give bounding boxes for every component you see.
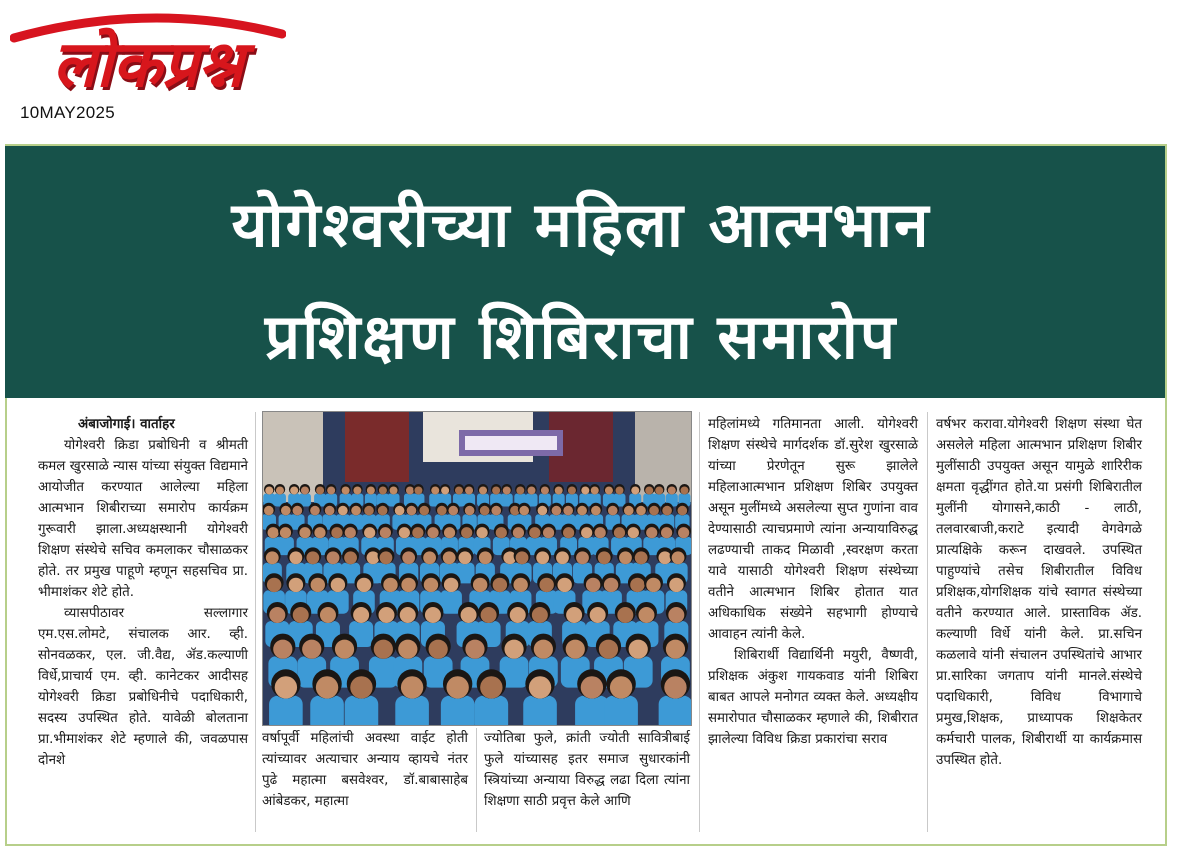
student-face [425,607,441,623]
student-face [444,527,455,538]
student-face [595,527,606,538]
student-face [273,640,292,659]
student-face [364,527,375,538]
student-uniform [475,696,509,726]
student-face [446,676,468,698]
student-face [566,607,582,623]
student-face [331,527,342,538]
student-face [406,487,414,495]
student-face [552,506,562,516]
student-face [345,527,356,538]
student-face [493,578,507,592]
dateline: अंबाजोगाई। वार्ताहर [78,417,175,432]
student-face [350,676,372,698]
student-face [529,676,551,698]
student-face [636,506,646,516]
student-face [619,551,632,564]
student-face [541,487,549,495]
student-face [407,506,417,516]
student-face [351,506,361,516]
student-face [293,506,303,516]
student-face [275,676,297,698]
student-face [678,527,689,538]
student-face [513,578,527,592]
student-uniform [659,696,692,726]
student-face [268,527,279,538]
student-face [479,551,492,564]
student-face [331,578,345,592]
student-face [563,527,574,538]
headline-line-1: योगेश्वरीच्या महिला आत्मभान [231,188,931,261]
student-face [399,527,410,538]
student-face [504,640,523,659]
student-face [289,578,303,592]
student-face [378,506,388,516]
student-face [419,506,429,516]
student-face [481,607,497,623]
student-face [666,640,685,659]
student-face [577,506,587,516]
student-face [414,487,422,495]
student-face [669,578,683,592]
student-face [492,487,500,495]
paragraph: महिलांमध्ये गतिमानता आली. योगेश्वरी शिक्षण संस्थेचे मार्गदर्शक डॉ.सुरेश खुरसाळे यांच्या प्रेरणेतून सुरू झालेले महिलाआत्मभान प्रशिक्षण शिबिर उपयुक्त असून मुलींमध्ये असलेल्या सुप्त गुणांना वाव देण्यासाठी त्याचप्रमाणे त्यांना अन्यायाविरुद्ध लढण्याची ताकद मिळावी ,स्वरक्षण करता यावे यासाठी योगेश्वरी शिक्षण संस्थेच्या वतीने आत्मभान शिबिर होतात यात अधिकाधिक संख्येने सहभागी होण्याचे आवाहन त्यांनी केले. [708,417,918,642]
column-rule [255,412,256,832]
student-face [412,527,423,538]
student-face [516,487,524,495]
student-face [539,578,553,592]
student-face [301,487,309,495]
student-face [276,487,284,495]
student-face [591,487,599,495]
student-face [605,487,613,495]
student-face [678,506,688,516]
student-face [367,487,375,495]
student-face [380,551,393,564]
student-face [423,551,436,564]
student-face [443,551,456,564]
student-face [635,551,648,564]
student-face [629,640,648,659]
paragraph: व्यासपीठावर सल्लागार एम.एस.लोमटे, संचालक आर. व्ही. सोनवळकर, एल. जी.वैद्य, ॲड.कल्याणी विर्धे,प्राचार्य एम. व्ही. कानेटकर आदीसह योगेश्वरी क्रिडा प्रबोधिनीचे पदाधिकारी, सदस्य उपस्थित होते. यावेळी बोलताना प्रा.भीमाशंकर शेटे म्हणाले की, जवळपास दोनशे [38,606,248,768]
student-face [266,551,279,564]
student-face [357,578,371,592]
student-face [465,640,484,659]
student-face [645,487,653,495]
student-face [610,676,632,698]
student-face [646,578,660,592]
student-face [441,487,449,495]
student-face [479,487,487,495]
publication-date: 10MAY2025 [20,103,116,122]
student-face [614,527,625,538]
student-face [424,578,438,592]
student-face [528,487,536,495]
student-face [342,487,350,495]
student-face [617,607,633,623]
student-face [590,607,606,623]
student-face [608,506,618,516]
student-face [299,527,310,538]
student-face [395,506,405,516]
svg-text:लोकप्रश्न: लोकप्रश्न [52,28,244,100]
student-face [576,551,589,564]
student-face [581,527,592,538]
student-face [662,506,672,516]
student-face [353,607,369,623]
student-face [314,527,325,538]
student-face [555,487,563,495]
student-face [532,607,548,623]
student-uniform [345,696,379,726]
student-face [353,487,361,495]
student-face [566,640,585,659]
student-face [316,487,324,495]
student-face [344,551,357,564]
student-uniform [310,696,344,726]
student-face [599,640,618,659]
student-face [598,551,611,564]
student-face [461,607,477,623]
student-face [556,551,569,564]
paragraph: वर्षापूर्वी महिलांची अवस्था वाईट होती त्यांच्यावर अत्याचार अन्याय व्हायचे नंतर पुढे महात्मा बसवेश्वर, डॉ.बाबासाहेब आंबेडकर, महात्मा [262,731,468,809]
student-face [402,551,415,564]
student-face [267,578,281,592]
student-uniform [523,696,557,726]
student-face [581,676,603,698]
student-face [477,527,488,538]
student-face [269,607,285,623]
student-face [658,551,671,564]
student-face [480,506,490,516]
student-face [536,551,549,564]
student-face [586,578,600,592]
student-face [680,487,688,495]
student-face [672,551,685,564]
student-face [338,506,348,516]
column-rule [927,412,928,832]
student-face [638,607,654,623]
newspaper-logo [10,8,286,100]
student-face [293,607,309,623]
student-face [367,551,380,564]
student-face [455,487,463,495]
student-uniform [395,696,429,726]
student-face [538,506,548,516]
article-column-2 [262,728,468,812]
student-face [631,487,639,495]
student-face [310,506,320,516]
student-face [461,527,472,538]
student-face [264,506,274,516]
student-face [543,527,554,538]
paragraph: वर्षभर करावा.योगेश्वरी शिक्षण संस्था घेत असलेले महिला आत्मभान प्रशिक्षण शिबीर मुलींसाठी उपयुक्त असून यामुळे शारिरीक क्षमता वृद्धींगत होते.या प्रसंगी शिबिरातील मुलींनी योगासने,काठी - लाठी, तलवारबाजी,कराटे इत्यादी वेगवेगळे प्रात्यक्षिके करून दाखवले. उपस्थित पाहुण्यांचे तसेच शिबीरातील विविध प्रशिक्षक,योगशिक्षक यांचे स्वागत संस्थेच्या वतीने करण्यात आले. प्रास्ताविक ॲड. कल्याणी विर्धे यांनी केले. प्रा.सचिन कळलावे यांनी संचालन उपस्थितांचे आभार प्रा.सारिका जगताप यांनी मानले.संस्थेचे पदाधिकारी, विविध विभागाचे प्रमुख,शिक्षक, प्राध्यापक शिक्षकेतर कर्मचारी पालक, शिबीरार्थी या कार्यक्रमास उपस्थित होते. [936,417,1142,768]
paragraph: शिबिरार्थी विद्यार्थिनी मयुरी, वैष्णवी, प्रशिक्षक अंकुश गायकवाड यांनी शिबिरा बाबत आपले मनोगत व्यक्त केले. अध्यक्षीय समारोपात चौसाळकर म्हणाले की, शिबीरात झालेल्या विविध क्रिडा प्रकारांचा सराव [708,648,918,747]
student-face [401,676,423,698]
article-column-3 [484,728,690,812]
student-face [529,527,540,538]
student-face [491,506,501,516]
student-face [401,578,415,592]
student-uniform [575,696,609,726]
student-face [311,578,325,592]
student-face [398,640,417,659]
student-face [496,527,507,538]
student-face [615,487,623,495]
student-face [379,487,387,495]
column-rule [699,412,700,832]
student-face [630,578,644,592]
student-face [335,640,354,659]
paragraph: योगेश्वरी क्रिडा प्रबोधिनी व श्रीमती कमल खुरसाळे न्यास यांच्या संयुक्त विद्यमाने आयोजीत करण्यात आलेल्या महिला आत्मभान शिबीराच्या समारोप कार्यक्रम गुरूवारी झाला.अध्यक्षस्थानी योगेश्वरी शिक्षण संस्थेचे सचिव कमलाकर चौसाळकर होते. तर प्रमुख पाहूणे म्हणून सहसचिव प्रा. भीमाशंकर शेटे होते. [38,438,248,600]
student-face [325,506,335,516]
student-face [306,551,319,564]
student-face [281,506,291,516]
student-uniform [441,696,475,726]
student-face [459,551,472,564]
column-rule [476,728,477,832]
student-face [429,640,448,659]
student-face [302,640,321,659]
student-face [383,578,397,592]
student-face [513,527,524,538]
student-uniform [269,696,303,726]
student-face [557,578,571,592]
student-face [400,607,416,623]
student-face [444,578,458,592]
student-uniform [604,696,638,726]
headline-line-2: प्रशिक्षण शिबिराचा समारोप [264,300,898,373]
student-face [503,487,511,495]
student-face [604,578,618,592]
student-face [519,506,529,516]
student-face [465,506,475,516]
student-face [265,487,273,495]
student-face [448,506,458,516]
student-face [568,487,576,495]
student-face [591,506,601,516]
student-face [581,487,589,495]
paragraph: ज्योतिबा फुले, क्रांती ज्योती सावित्रीबाई फुले यांच्यासह इतर समाज सुधारकांनी स्त्रियांच्या अन्याया विरुद्ध लढा दिला त्यांना शिक्षणा साठी प्रवृत्त केले आणि [484,731,690,809]
student-face [516,551,529,564]
event-photo [262,411,692,726]
student-face [374,640,393,659]
student-face [427,527,438,538]
student-face [280,527,291,538]
student-face [664,676,686,698]
student-face [327,551,340,564]
student-face [668,607,684,623]
student-face [378,607,394,623]
student-face [437,506,447,516]
student-face [473,578,487,592]
student-face [289,551,302,564]
student-face [624,506,634,516]
student-face [327,487,335,495]
student-face [646,527,657,538]
article-column-4 [708,414,918,750]
student-face [563,506,573,516]
student-face [628,527,639,538]
student-face [290,487,298,495]
student-face [465,487,473,495]
student-face [380,527,391,538]
student-face [320,607,336,623]
student-face [480,676,502,698]
student-face [510,607,526,623]
student-face [316,676,338,698]
student-face [431,487,439,495]
student-face [364,506,374,516]
student-face [649,506,659,516]
article-column-5 [936,414,1142,771]
article-column-1 [38,414,248,771]
student-face [668,487,676,495]
student-face [661,527,672,538]
student-face [390,487,398,495]
student-face [534,640,553,659]
student-face [655,487,663,495]
